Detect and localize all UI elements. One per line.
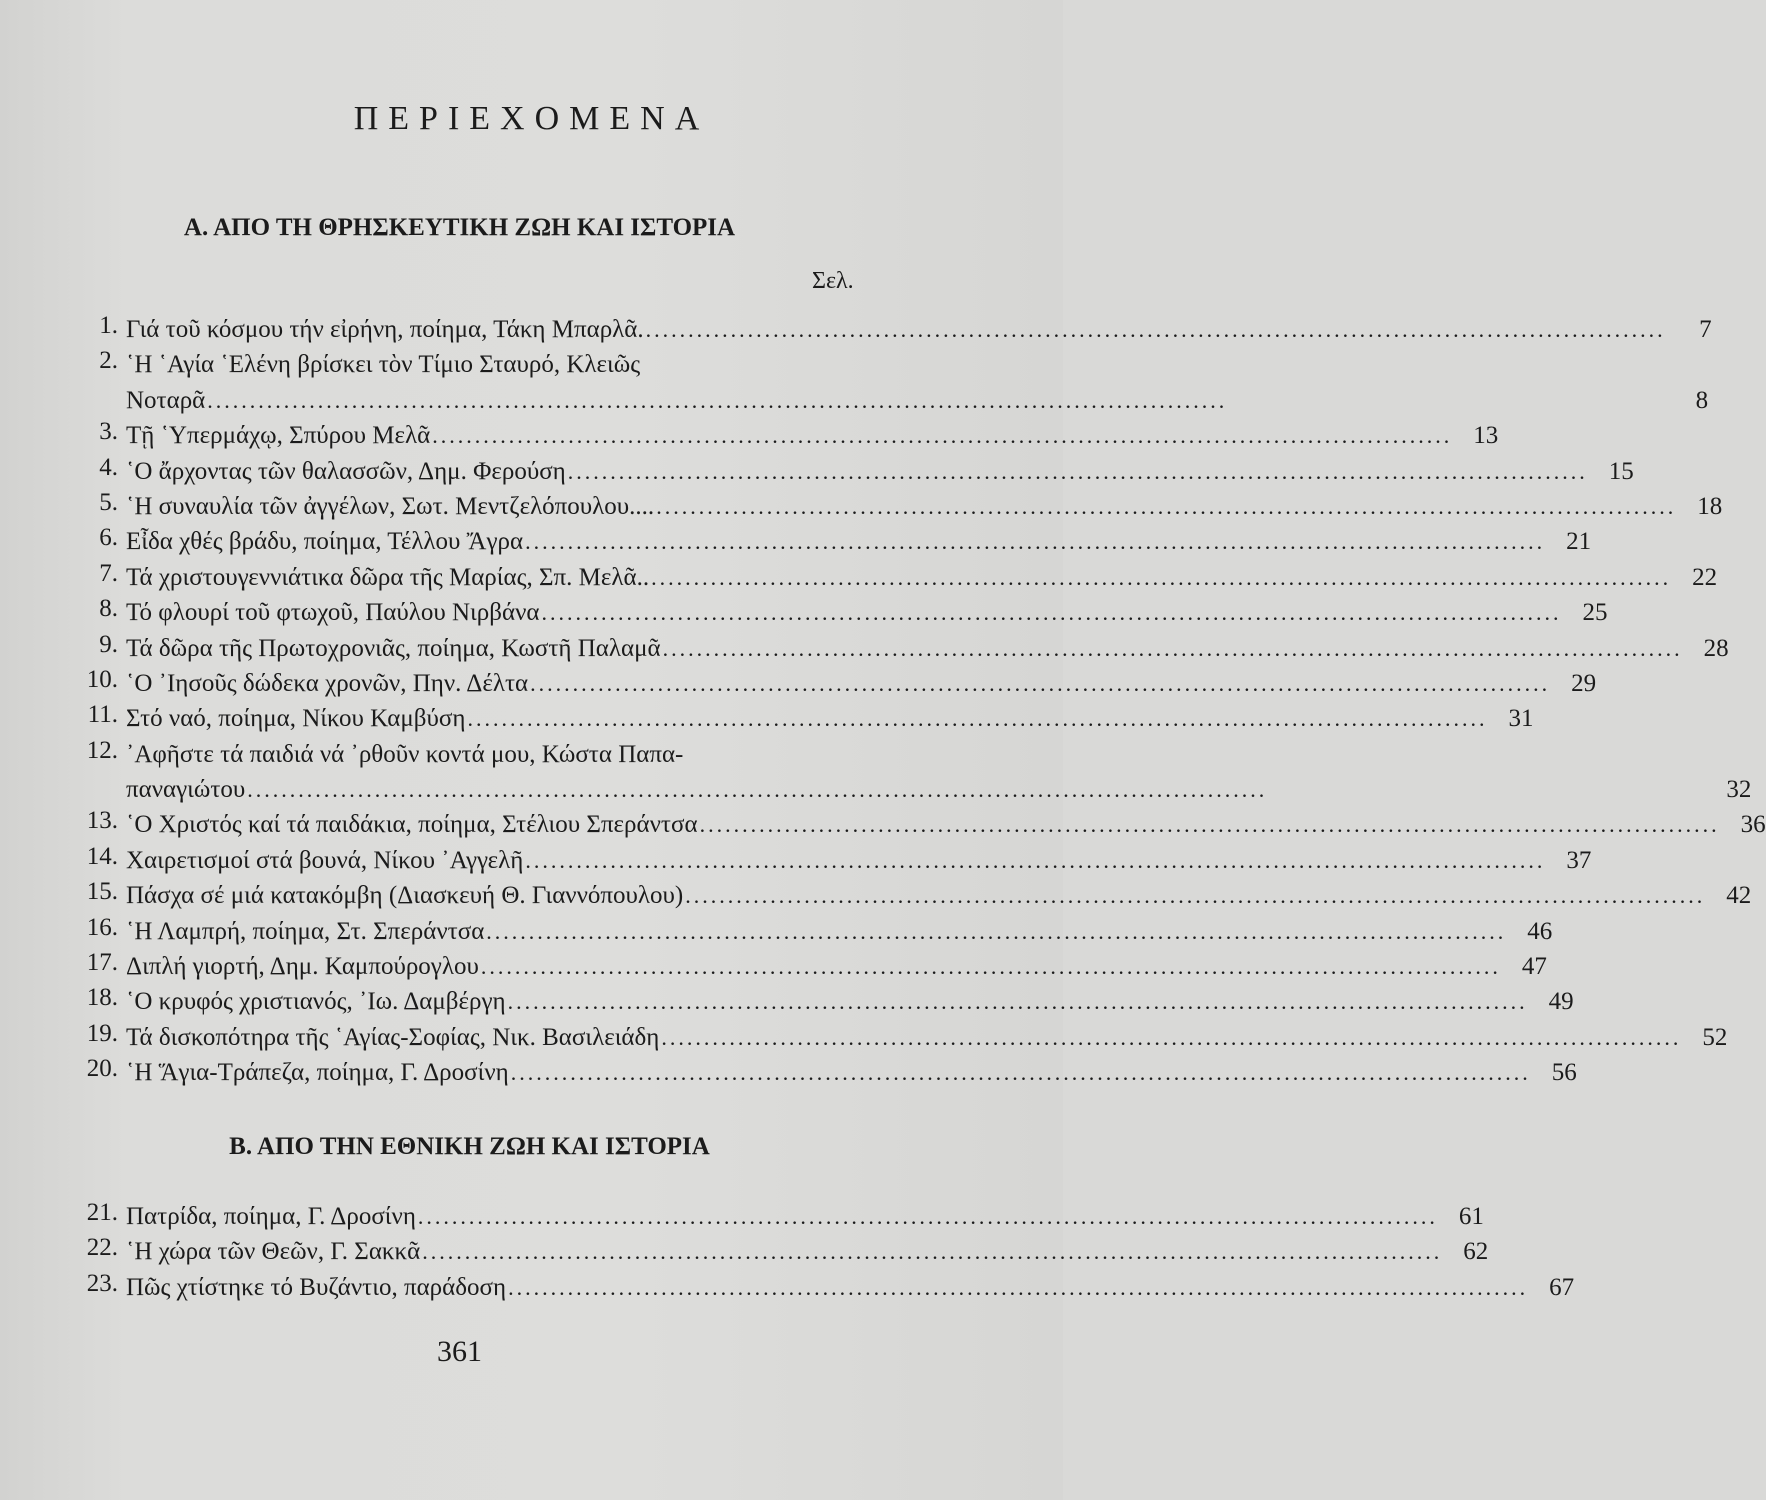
entry-page-number: 46	[1527, 917, 1553, 945]
dot-leader: ........................................................................................................................	[685, 883, 1706, 909]
entry-title: Πῶς χτίστηκε τό Βυζάντιο, παράδοση	[126, 1273, 507, 1301]
entry-title: ῾Ο ἄρχοντας τῶν θαλασσῶν, Δημ. Φερούση	[126, 457, 566, 485]
entry-title: ῾Η ῾Αγία ῾Ελένη βρίσκει τὸν Τίμιο Σταυρό, Κλειῶς	[126, 351, 641, 379]
entry-title: παναγιώτου	[126, 776, 246, 804]
toc-entry	[72, 1199, 1484, 1234]
entry-page-number: 42	[1726, 882, 1752, 910]
toc-entry	[72, 701, 1534, 736]
entry-number: 4.	[99, 453, 118, 481]
section-heading-b: Β. ΑΠΟ ΤΗΝ ΕΘΝΙΚΗ ΖΩΗ ΚΑΙ ΙΣΤΟΡΙΑ	[229, 1133, 710, 1160]
dot-leader: ........................................................................................................................	[699, 812, 1720, 838]
entry-page-number: 49	[1548, 988, 1574, 1016]
dot-leader: ........................................................................................................................	[651, 564, 1672, 590]
toc-entry	[72, 524, 1592, 559]
toc-entry	[72, 1269, 1575, 1305]
dot-leader: ........................................................................................................................	[567, 458, 1588, 484]
toc-entry	[72, 418, 1499, 453]
page-title: ΠΕΡΙΕΧΟΜΕΝΑ	[353, 100, 710, 137]
dot-leader: ........................................................................................................................	[467, 706, 1488, 732]
toc-list-a	[72, 312, 1766, 1091]
entry-page-number: 67	[1549, 1273, 1575, 1301]
entry-page-number: 8	[1695, 386, 1709, 414]
toc-entry	[72, 913, 1553, 949]
entry-title: Εἶδα χθές βράδυ, ποίημα, Τέλλου Ἄγρα	[126, 528, 524, 556]
dot-leader: ........................................................................................................................	[422, 1239, 1443, 1265]
entry-number: 18.	[86, 984, 118, 1012]
toc-list-b	[72, 1199, 1575, 1305]
page-number-footer	[0, 1335, 1063, 1369]
toc-entry	[72, 312, 1712, 347]
entry-page-number: 15	[1608, 457, 1634, 485]
entry-number: 17.	[86, 949, 118, 977]
entry-title: Διπλή γιορτή, Δημ. Καμπούρογλου	[126, 953, 479, 981]
entry-title: Τά δῶρα τῆς Πρωτοχρονιᾶς, ποίημα, Κωστῆ Παλαμᾶ	[126, 634, 661, 662]
entry-number: 2.	[99, 347, 118, 375]
dot-leader: ........................................................................................................................	[207, 387, 1228, 413]
entry-page-number: 25	[1582, 599, 1608, 627]
entry-title: ῾Η συναυλία τῶν ἀγγέλων, Σωτ. Μεντζελόπουλου....	[126, 492, 655, 520]
entry-title: ῾Η Λαμπρή, ποίημα, Στ. Σπεράντσα	[126, 917, 485, 945]
entry-page-number: 32	[1726, 776, 1752, 804]
dot-leader: ........................................................................................................................	[662, 635, 1683, 661]
entry-number: 20.	[86, 1055, 118, 1083]
entry-page-number: 37	[1566, 846, 1592, 874]
entry-page-number: 56	[1551, 1059, 1577, 1087]
dot-leader: ........................................................................................................................	[510, 1060, 1531, 1086]
dot-leader: ........................................................................................................................	[661, 1024, 1682, 1050]
entry-title: ῾Η χώρα τῶν Θεῶν, Γ. Σακκᾶ	[126, 1238, 421, 1266]
entry-number: 14.	[86, 842, 118, 870]
toc-entry	[72, 842, 1592, 878]
toc-entry	[72, 1234, 1489, 1269]
toc-entry	[72, 1055, 1577, 1090]
dot-leader: ........................................................................................................................	[247, 777, 1268, 803]
entry-number: 11.	[87, 701, 118, 729]
entry-page-number	[1713, 737, 1751, 772]
toc-entry	[72, 984, 1574, 1019]
toc-entry	[72, 347, 1709, 418]
toc-entry	[72, 488, 1723, 524]
entry-page-number: 36	[1740, 811, 1766, 839]
dot-leader: ........................................................................................................................	[486, 918, 1507, 944]
entry-page-number: 21	[1566, 528, 1592, 556]
entry-title: Τά δισκοπότηρα τῆς ῾Αγίας-Σοφίας, Νικ. Βασιλειάδη	[126, 1023, 660, 1051]
entry-page-number: 28	[1703, 634, 1729, 662]
entry-title: Τῇ ῾Υπερμάχῳ, Σπύρου Μελᾶ	[126, 422, 431, 450]
entry-title: Πάσχα σέ μιά κατακόμβη (Διασκευή Θ. Γιαννόπουλου)	[126, 882, 684, 910]
dot-leader: ........................................................................................................................	[645, 317, 1666, 342]
entry-number: 21.	[86, 1199, 118, 1226]
entry-number: 7.	[99, 559, 118, 587]
entry-page-number: 47	[1521, 953, 1547, 981]
entry-number: 5.	[99, 488, 118, 516]
toc-entry	[72, 878, 1752, 913]
entry-title: ᾿Αφῆστε τά παιδιά νά ᾿ρθοῦν κοντά μου, Κώστα Παπα-	[126, 740, 684, 768]
dot-leader: ........................................................................................................................	[417, 1204, 1438, 1229]
entry-number: 15.	[86, 878, 118, 906]
entry-page-number: 62	[1463, 1238, 1489, 1266]
entry-page-number: 13	[1473, 422, 1499, 450]
entry-title: ῾Ο Χριστός καί τά παιδάκια, ποίημα, Στέλιου Σπεράντσα	[126, 811, 698, 839]
dot-leader: ........................................................................................................................	[507, 989, 1528, 1015]
section-heading-a: Α. ΑΠΟ ΤΗ ΘΡΗΣΚΕΥΤΙΚΗ ΖΩΗ ΚΑΙ ΙΣΤΟΡΙΑ	[183, 214, 736, 241]
entry-number: 1.	[99, 312, 118, 339]
entry-number: 13.	[86, 807, 118, 835]
entry-page-number: 29	[1571, 669, 1597, 697]
dot-leader: ........................................................................................................................	[525, 847, 1546, 873]
dot-leader: ........................................................................................................................	[530, 670, 1551, 696]
entry-number: 10.	[86, 665, 118, 693]
entry-page-number: 31	[1508, 705, 1534, 733]
toc-entry	[72, 665, 1597, 701]
dot-leader: ........................................................................................................................	[480, 954, 1501, 980]
entry-page-number: 22	[1692, 563, 1718, 591]
entry-number: 12.	[86, 736, 118, 764]
entry-title: Νοταρᾶ	[126, 386, 206, 414]
toc-entry	[72, 949, 1547, 984]
toc-entry	[72, 630, 1729, 666]
entry-number: 22.	[86, 1234, 118, 1262]
page-column-label: Σελ.	[812, 268, 854, 294]
toc-entry	[72, 736, 1752, 808]
entry-number: 23.	[86, 1269, 118, 1297]
dot-leader: ........................................................................................................................	[508, 1274, 1529, 1300]
entry-page-number: 7	[1699, 316, 1712, 343]
dot-leader: ........................................................................................................................	[525, 529, 1546, 555]
entry-title: Χαιρετισμοί στά βουνά, Νίκου ᾿Αγγελῆ	[126, 846, 524, 874]
entry-number: 6.	[99, 524, 118, 552]
entry-title: Τό φλουρί τοῦ φτωχοῦ, Παύλου Νιρβάνα	[126, 599, 540, 627]
toc-entry	[72, 807, 1766, 842]
entry-title: ῾Ο ᾿Ιησοῦς δώδεκα χρονῶν, Πην. Δέλτα	[126, 669, 529, 697]
entry-title: Τά χριστουγεννιάτικα δῶρα τῆς Μαρίας, Σπ. Μελᾶ..	[126, 563, 650, 591]
entry-number: 16.	[86, 913, 118, 941]
entry-page-number: 52	[1702, 1023, 1728, 1051]
toc-entry	[72, 595, 1608, 630]
entry-page-number: 18	[1697, 492, 1723, 520]
page-number: 361	[437, 1335, 482, 1368]
entry-title: Στό ναό, ποίημα, Νίκου Καμβύση	[126, 705, 466, 733]
toc-entry	[72, 1019, 1728, 1055]
entry-number: 8.	[99, 595, 118, 623]
entry-page-number	[1670, 347, 1708, 382]
entry-number: 9.	[99, 630, 118, 658]
toc-entry	[72, 453, 1634, 489]
dot-leader: ........................................................................................................................	[541, 600, 1562, 626]
entry-number: 3.	[99, 418, 118, 446]
dot-leader: ........................................................................................................................	[432, 423, 1453, 449]
entry-number: 19.	[86, 1019, 118, 1047]
entry-title: Πατρίδα, ποίημα, Γ. Δροσίνη	[126, 1203, 416, 1230]
entry-title: Γιά τοῦ κόσμου τήν εἰρήνη, ποίημα, Τάκη Μπαρλᾶ.	[126, 316, 644, 343]
entry-page-number: 61	[1458, 1203, 1484, 1230]
entry-title: ῾Η Ἅγια-Τράπεζα, ποίημα, Γ. Δροσίνη	[126, 1059, 509, 1087]
dot-leader: ........................................................................................................................	[656, 493, 1677, 519]
entry-title: ῾Ο κρυφός χριστιανός, ᾿Ιω. Δαμβέργη	[126, 988, 506, 1016]
toc-entry	[72, 559, 1718, 595]
